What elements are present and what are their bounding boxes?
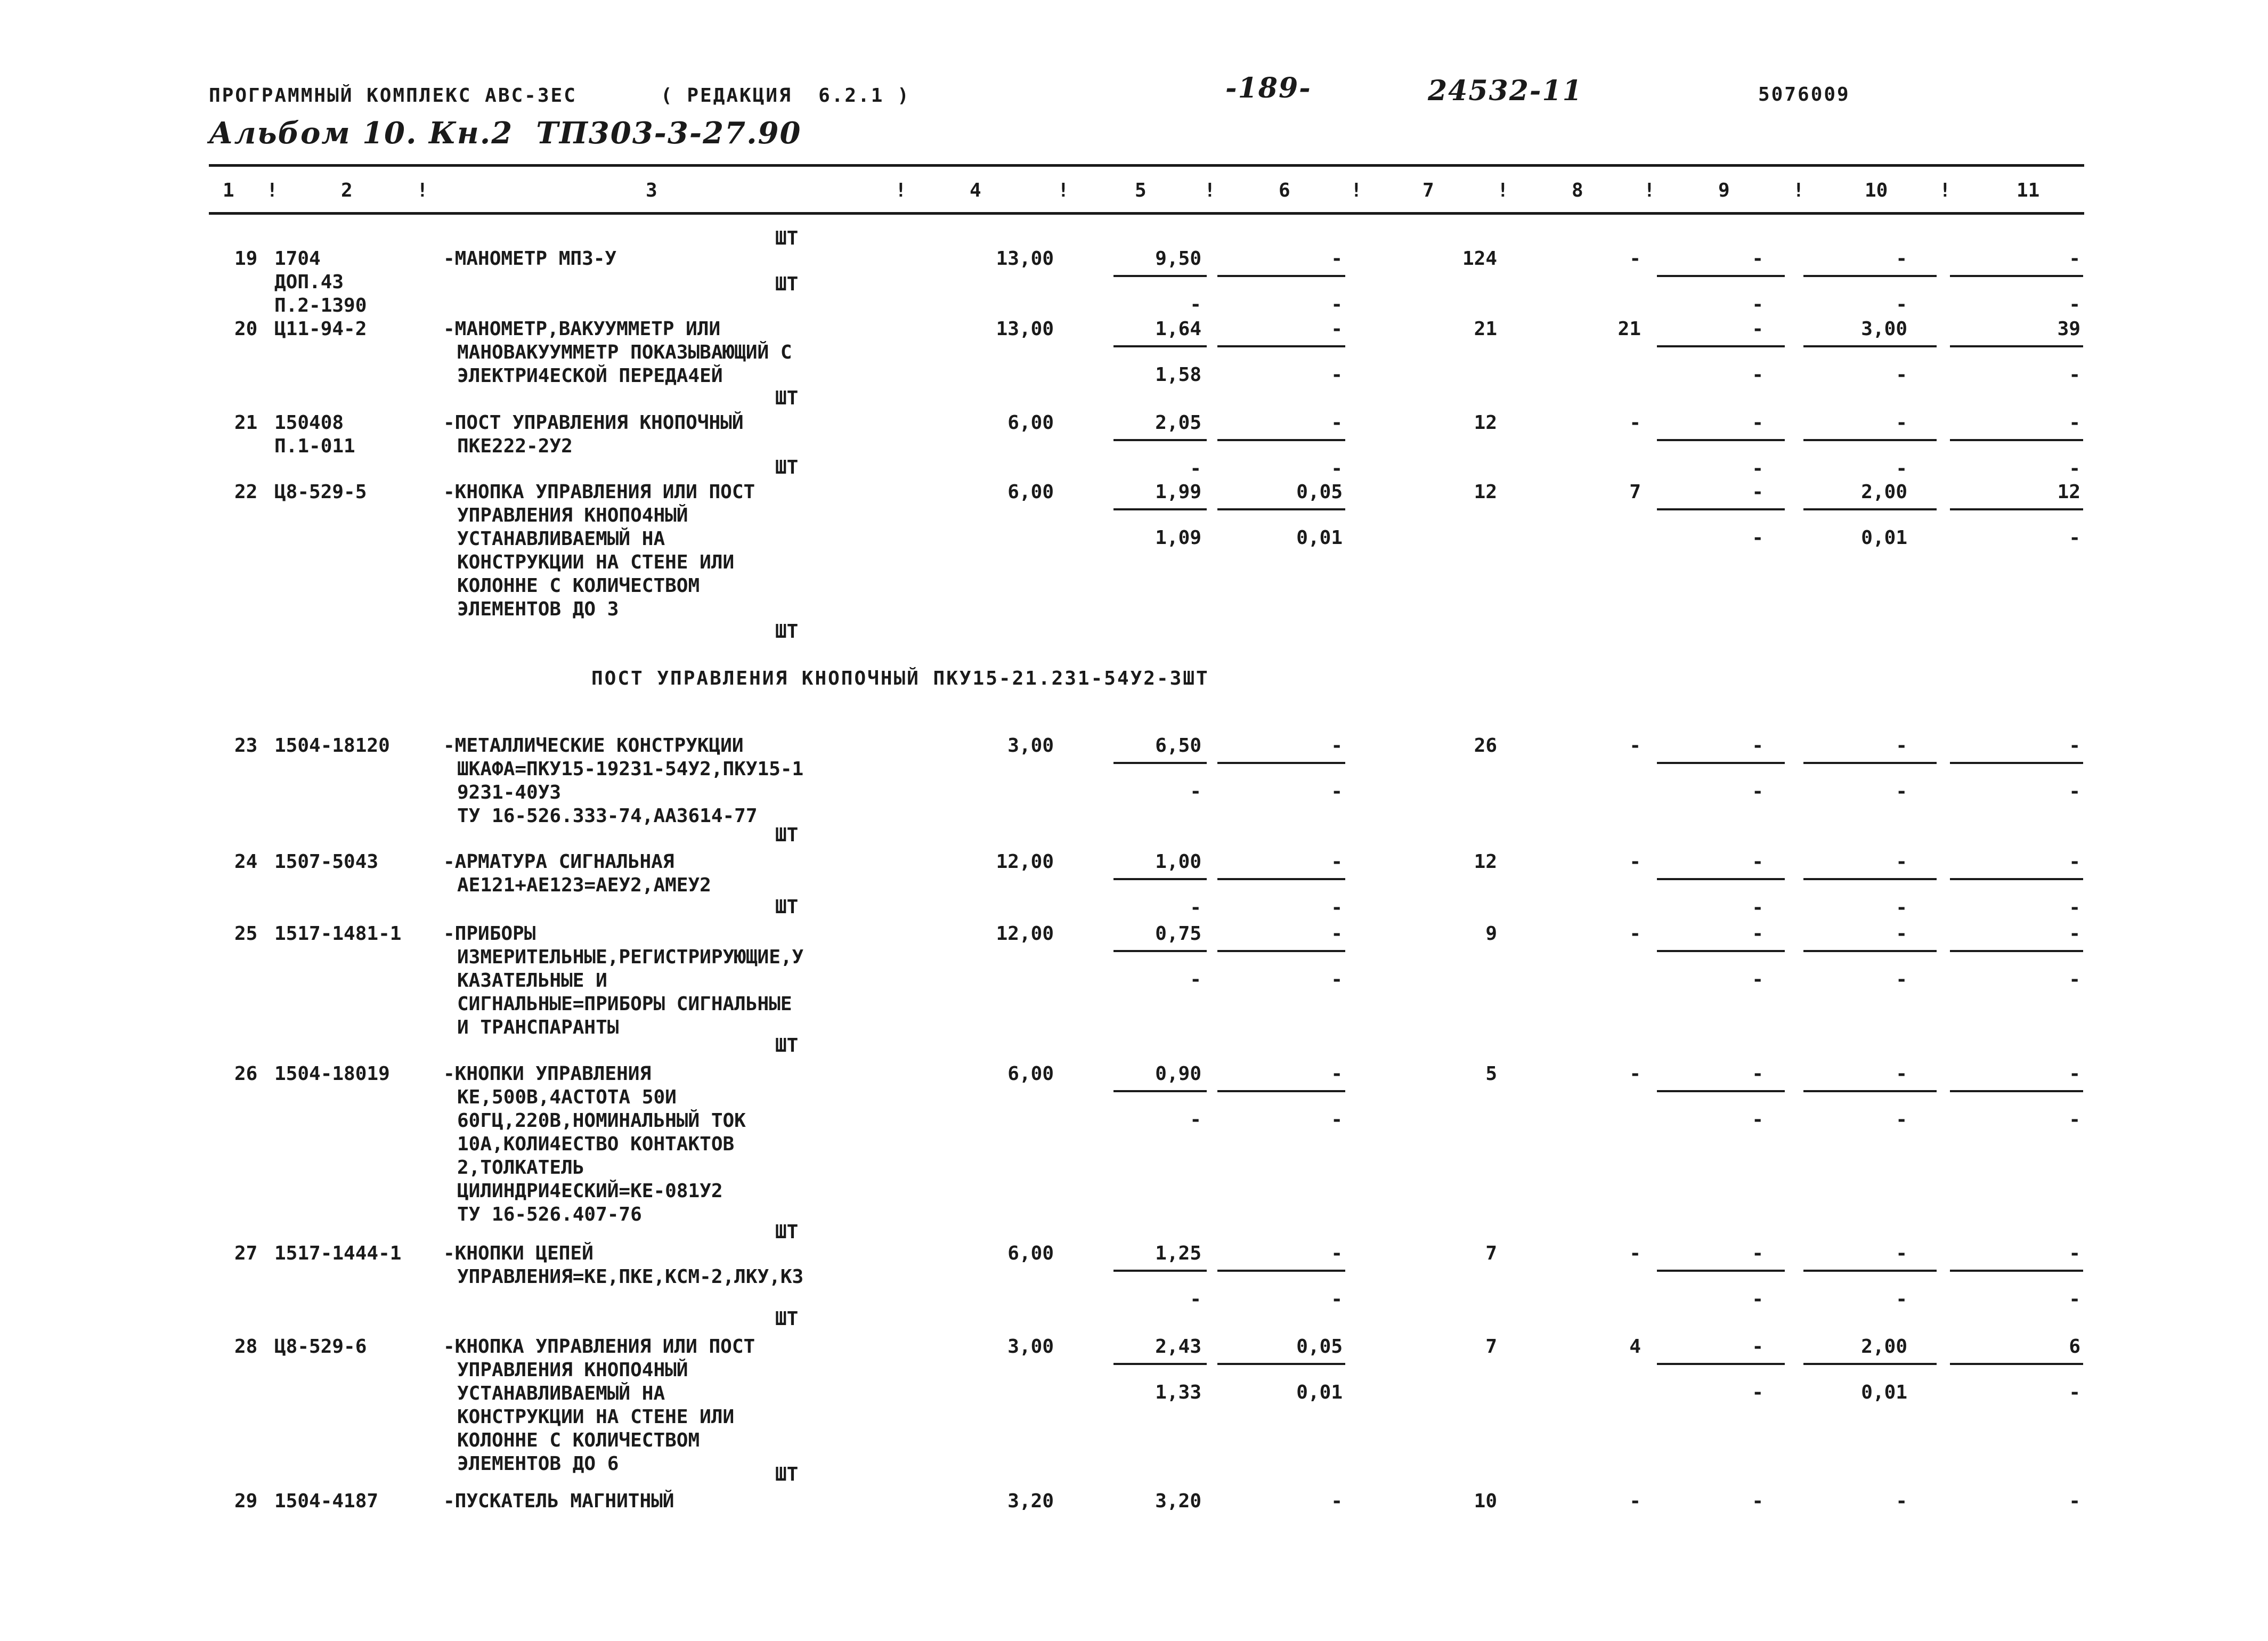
col9-lower: -	[1752, 1109, 1763, 1131]
description-line: -КНОПКИ ЦЕПЕЙ	[443, 1242, 594, 1264]
col7-value: 12	[1474, 412, 1497, 434]
header-bottom-rule	[209, 212, 2084, 215]
col-header-9: 9	[1718, 180, 1730, 201]
description-line: 9231-40У3	[457, 782, 562, 803]
col10-fraction-line	[1803, 439, 1937, 441]
col5-fraction-line	[1113, 1363, 1207, 1365]
col6-fraction-line	[1217, 508, 1345, 510]
description-line: ЭЛЕКТРИ4ЕСКОЙ ПЕРЕДА4ЕЙ	[457, 365, 723, 387]
unit-label: ШТ	[775, 1308, 799, 1330]
col-divider: !	[895, 180, 907, 201]
col10-upper: 3,00	[1861, 318, 1907, 340]
col11-fraction-line	[1950, 439, 2083, 441]
col-header-2: 2	[341, 180, 353, 201]
description-line: КОЛОННЕ С КОЛИЧЕСТВОМ	[457, 1429, 700, 1451]
col-divider: !	[417, 180, 428, 201]
col5-upper: 2,43	[1155, 1336, 1201, 1358]
col11-fraction-line	[1950, 878, 2083, 880]
col8-value: 7	[1629, 481, 1641, 503]
description-line: ЦИЛИНДРИ4ЕСКИЙ=КЕ-081У2	[457, 1180, 723, 1202]
description-line: УСТАНАВЛИВАЕМЫЙ НА	[457, 528, 665, 550]
col10-fraction-line	[1803, 1090, 1937, 1092]
col-header-10: 10	[1865, 180, 1888, 201]
col10-fraction-line	[1803, 1270, 1937, 1272]
resource-code: П.1-011	[274, 435, 355, 457]
section-title: ПОСТ УПРАВЛЕНИЯ КНОПОЧНЫЙ ПКУ15-21.231-54У2-3ШТ	[591, 668, 1209, 689]
col11-upper: -	[2069, 1242, 2080, 1264]
col9-fraction-line	[1657, 1363, 1785, 1365]
col11-fraction-line	[1950, 1363, 2083, 1365]
col6-lower: 0,01	[1296, 527, 1343, 549]
col9-fraction-line	[1657, 508, 1785, 510]
description-line: ЭЛЕМЕНТОВ ДО 3	[457, 598, 619, 620]
col-header-1: 1	[223, 180, 234, 201]
col5-lower: -	[1190, 1288, 1201, 1310]
col6-fraction-line	[1217, 950, 1345, 952]
description-line: АЕ121+АЕ123=АЕУ2,АМЕУ2	[457, 874, 711, 896]
unit-label: ШТ	[775, 387, 799, 409]
col5-upper: 9,50	[1155, 248, 1201, 270]
col5-lower: -	[1190, 1109, 1201, 1131]
col10-upper: 2,00	[1861, 1336, 1907, 1358]
col5-fraction-line	[1113, 878, 1207, 880]
col5-lower: 1,33	[1155, 1382, 1201, 1403]
col5-lower: 1,58	[1155, 364, 1201, 386]
description-line: 2,ТОЛКАТЕЛЬ	[457, 1157, 584, 1179]
col5-upper: 1,00	[1155, 851, 1201, 873]
col10-lower: 0,01	[1861, 527, 1907, 549]
col6-lower: -	[1331, 781, 1343, 802]
unit-label: ШТ	[775, 228, 799, 249]
row-number: 24	[234, 851, 258, 873]
col-header-6: 6	[1279, 180, 1290, 201]
col9-upper: -	[1752, 248, 1763, 270]
col5-lower: -	[1190, 781, 1201, 802]
description-line: -МЕТАЛЛИЧЕСКИЕ КОНСТРУКЦИИ	[443, 735, 744, 757]
col7-value: 9	[1485, 923, 1497, 945]
col6-upper: -	[1331, 923, 1343, 945]
col5-upper: 2,05	[1155, 412, 1201, 434]
col8-value: -	[1629, 735, 1641, 757]
resource-code: Ц11-94-2	[274, 318, 367, 340]
col7-value: 12	[1474, 851, 1497, 873]
unit-label: ШТ	[775, 1221, 799, 1243]
col10-lower: -	[1896, 897, 1907, 919]
resource-code: П.2-1390	[274, 295, 367, 316]
col9-upper: -	[1752, 481, 1763, 503]
description-line: КАЗАТЕЛЬНЫЕ И	[457, 970, 607, 992]
row-number: 28	[234, 1336, 258, 1358]
col11-upper: -	[2069, 735, 2080, 757]
row-number: 19	[234, 248, 258, 270]
page-number: -189-	[1225, 72, 1312, 104]
col10-lower: -	[1896, 781, 1907, 802]
col6-upper: -	[1331, 412, 1343, 434]
col10-fraction-line	[1803, 508, 1937, 510]
col9-lower: -	[1752, 527, 1763, 549]
col5-lower: 1,09	[1155, 527, 1201, 549]
col5-fraction-line	[1113, 1270, 1207, 1272]
col6-upper: 0,05	[1296, 481, 1343, 503]
col-header-7: 7	[1422, 180, 1434, 201]
col5-lower: -	[1190, 458, 1201, 480]
col6-fraction-line	[1217, 1090, 1345, 1092]
col10-lower: -	[1896, 1288, 1907, 1310]
col5-upper: 1,99	[1155, 481, 1201, 503]
document-code: 24532-11	[1428, 75, 1583, 107]
col9-upper: -	[1752, 1242, 1763, 1264]
col6-upper: -	[1331, 248, 1343, 270]
col4-value: 3,00	[1007, 735, 1054, 757]
col11-lower: -	[2069, 781, 2080, 802]
unit-label: ШТ	[775, 273, 799, 295]
col8-value: -	[1629, 851, 1641, 873]
col11-upper: 39	[2057, 318, 2080, 340]
col11-lower: -	[2069, 1109, 2080, 1131]
description-line: -АРМАТУРА СИГНАЛЬНАЯ	[443, 851, 674, 873]
col6-lower: -	[1331, 1109, 1343, 1131]
col8-value: -	[1629, 248, 1641, 270]
col10-lower: -	[1896, 458, 1907, 480]
description-line: УПРАВЛЕНИЯ=КЕ,ПКЕ,КСМ-2,ЛКУ,К3	[457, 1266, 804, 1288]
col-header-4: 4	[970, 180, 981, 201]
col-divider: !	[1497, 180, 1509, 201]
description-line: КОНСТРУКЦИИ НА СТЕНЕ ИЛИ	[457, 551, 735, 573]
col11-lower: -	[2069, 458, 2080, 480]
col11-upper: -	[2069, 412, 2080, 434]
col9-fraction-line	[1657, 439, 1785, 441]
col9-fraction-line	[1657, 1270, 1785, 1272]
description-line: И ТРАНСПАРАНТЫ	[457, 1017, 619, 1038]
col8-value: -	[1629, 1490, 1641, 1512]
col-header-3: 3	[646, 180, 657, 201]
col10-upper: -	[1896, 412, 1907, 434]
col9-fraction-line	[1657, 762, 1785, 764]
col6-upper: -	[1331, 735, 1343, 757]
col5-upper: 3,20	[1155, 1490, 1201, 1512]
col8-value: -	[1629, 1063, 1641, 1085]
col9-upper: -	[1752, 735, 1763, 757]
col6-fraction-line	[1217, 439, 1345, 441]
col11-fraction-line	[1950, 1270, 2083, 1272]
col11-lower: -	[2069, 1288, 2080, 1310]
unit-label: ШТ	[775, 621, 799, 643]
col11-upper: 6	[2069, 1336, 2080, 1358]
col10-lower: -	[1896, 364, 1907, 386]
row-number: 25	[234, 923, 258, 945]
description-line: -ПРИБОРЫ	[443, 923, 536, 945]
col-divider: !	[1204, 180, 1216, 201]
description-line: УПРАВЛЕНИЯ КНОПО4НЫЙ	[457, 505, 688, 526]
col11-fraction-line	[1950, 950, 2083, 952]
col-divider: !	[266, 180, 278, 201]
col9-fraction-line	[1657, 878, 1785, 880]
col7-value: 124	[1462, 248, 1497, 270]
edition-label: ( РЕДАКЦИЯ 6.2.1 )	[661, 85, 911, 107]
description-line: -КНОПКИ УПРАВЛЕНИЯ	[443, 1063, 652, 1085]
col11-upper: -	[2069, 851, 2080, 873]
row-number: 23	[234, 735, 258, 757]
col5-upper: 0,90	[1155, 1063, 1201, 1085]
col9-upper: -	[1752, 318, 1763, 340]
col11-fraction-line	[1950, 508, 2083, 510]
col6-lower: -	[1331, 458, 1343, 480]
col4-value: 13,00	[996, 318, 1054, 340]
col8-value: -	[1629, 923, 1641, 945]
col11-upper: -	[2069, 923, 2080, 945]
col4-value: 13,00	[996, 248, 1054, 270]
col6-upper: -	[1331, 1063, 1343, 1085]
col4-value: 12,00	[996, 851, 1054, 873]
description-line: УСТАНАВЛИВАЕМЫЙ НА	[457, 1383, 665, 1404]
col9-upper: -	[1752, 851, 1763, 873]
resource-code: 1504-18120	[274, 735, 390, 757]
col9-lower: -	[1752, 781, 1763, 802]
col5-fraction-line	[1113, 1090, 1207, 1092]
col11-fraction-line	[1950, 1090, 2083, 1092]
col11-lower: -	[2069, 527, 2080, 549]
resource-code: 1517-1444-1	[274, 1242, 402, 1264]
col6-fraction-line	[1217, 275, 1345, 277]
col9-upper: -	[1752, 412, 1763, 434]
col5-fraction-line	[1113, 950, 1207, 952]
description-line: СИГНАЛЬНЫЕ=ПРИБОРЫ СИГНАЛЬНЫЕ	[457, 993, 792, 1015]
col9-lower: -	[1752, 969, 1763, 990]
col6-lower: -	[1331, 364, 1343, 386]
col-header-5: 5	[1135, 180, 1147, 201]
col10-fraction-line	[1803, 1363, 1937, 1365]
col4-value: 6,00	[1007, 1063, 1054, 1085]
col9-fraction-line	[1657, 1090, 1785, 1092]
col5-upper: 1,25	[1155, 1242, 1201, 1264]
unit-label: ШТ	[775, 824, 799, 846]
col10-upper: -	[1896, 735, 1907, 757]
col11-fraction-line	[1950, 275, 2083, 277]
album-reference: Альбом 10. Кн.2 ТП303-3-27.90	[209, 116, 802, 151]
col10-upper: -	[1896, 851, 1907, 873]
col11-upper: 12	[2057, 481, 2080, 503]
col9-fraction-line	[1657, 950, 1785, 952]
col10-lower: -	[1896, 969, 1907, 990]
col5-fraction-line	[1113, 275, 1207, 277]
description-line: -ПОСТ УПРАВЛЕНИЯ КНОПОЧНЫЙ	[443, 412, 744, 434]
col10-upper: -	[1896, 1063, 1907, 1085]
col10-upper: -	[1896, 923, 1907, 945]
col11-lower: -	[2069, 969, 2080, 990]
col7-value: 21	[1474, 318, 1497, 340]
resource-code: 1504-18019	[274, 1063, 390, 1085]
unit-label: ШТ	[775, 896, 799, 918]
col9-lower: -	[1752, 294, 1763, 315]
col9-lower: -	[1752, 364, 1763, 386]
col9-upper: -	[1752, 923, 1763, 945]
col11-lower: -	[2069, 1382, 2080, 1403]
col4-value: 3,20	[1007, 1490, 1054, 1512]
col6-fraction-line	[1217, 1270, 1345, 1272]
col-divider: !	[1351, 180, 1362, 201]
program-title: ПРОГРАММНЫЙ КОМПЛЕКС АВС-3ЕС	[209, 85, 577, 107]
col8-value: -	[1629, 1242, 1641, 1264]
description-line: -ПУСКАТЕЛЬ МАГНИТНЫЙ	[443, 1490, 674, 1512]
unit-label: ШТ	[775, 457, 799, 478]
col10-upper: 2,00	[1861, 481, 1907, 503]
col4-value: 6,00	[1007, 481, 1054, 503]
description-line: УПРАВЛЕНИЯ КНОПО4НЫЙ	[457, 1359, 688, 1381]
col8-value: 21	[1617, 318, 1641, 340]
description-line: -МАНОМЕТР,ВАКУУММЕТР ИЛИ	[443, 318, 721, 340]
col6-upper: -	[1331, 1242, 1343, 1264]
resource-code: Ц8-529-6	[274, 1336, 367, 1358]
col4-value: 6,00	[1007, 1242, 1054, 1264]
unit-label: ШТ	[775, 1035, 799, 1057]
col10-lower: -	[1896, 294, 1907, 315]
col-divider: !	[1793, 180, 1804, 201]
description-line: ШКАФА=ПКУ15-19231-54У2,ПКУ15-1	[457, 758, 804, 780]
col6-lower: -	[1331, 1288, 1343, 1310]
col10-lower: -	[1896, 1109, 1907, 1131]
col6-upper: -	[1331, 318, 1343, 340]
col9-fraction-line	[1657, 275, 1785, 277]
col5-lower: -	[1190, 969, 1201, 990]
col10-fraction-line	[1803, 950, 1937, 952]
description-line: ЭЛЕМЕНТОВ ДО 6	[457, 1453, 619, 1475]
row-number: 26	[234, 1063, 258, 1085]
col5-lower: -	[1190, 897, 1201, 919]
col5-upper: 0,75	[1155, 923, 1201, 945]
resource-code: 1504-4187	[274, 1490, 379, 1512]
header-top-rule	[209, 164, 2084, 167]
resource-code: Ц8-529-5	[274, 481, 367, 503]
col8-value: -	[1629, 412, 1641, 434]
col4-value: 3,00	[1007, 1336, 1054, 1358]
col7-value: 12	[1474, 481, 1497, 503]
col6-upper: -	[1331, 1490, 1343, 1512]
col5-upper: 6,50	[1155, 735, 1201, 757]
col5-fraction-line	[1113, 508, 1207, 510]
unit-label: ШТ	[775, 1464, 799, 1485]
col6-upper: -	[1331, 851, 1343, 873]
col10-fraction-line	[1803, 345, 1937, 347]
col9-lower: -	[1752, 1382, 1763, 1403]
col11-lower: -	[2069, 897, 2080, 919]
row-number: 22	[234, 481, 258, 503]
col6-lower: -	[1331, 294, 1343, 315]
col11-upper: -	[2069, 1490, 2080, 1512]
col11-fraction-line	[1950, 345, 2083, 347]
col9-lower: -	[1752, 1288, 1763, 1310]
col10-fraction-line	[1803, 762, 1937, 764]
col-divider: !	[1644, 180, 1655, 201]
col9-fraction-line	[1657, 345, 1785, 347]
col10-lower: 0,01	[1861, 1382, 1907, 1403]
col9-lower: -	[1752, 897, 1763, 919]
description-line: ИЗМЕРИТЕЛЬНЫЕ,РЕГИСТРИРУЮЩИЕ,У	[457, 946, 804, 968]
resource-code: 1507-5043	[274, 851, 379, 873]
description-line: ТУ 16-526.333-74,АА3614-77	[457, 805, 758, 827]
description-line: 60ГЦ,220В,НОМИНАЛЬНЫЙ ТОК	[457, 1110, 746, 1132]
col10-fraction-line	[1803, 275, 1937, 277]
col5-upper: 1,64	[1155, 318, 1201, 340]
col10-fraction-line	[1803, 878, 1937, 880]
description-line: КОНСТРУКЦИИ НА СТЕНЕ ИЛИ	[457, 1406, 735, 1428]
col7-value: 5	[1485, 1063, 1497, 1085]
col11-lower: -	[2069, 364, 2080, 386]
row-number: 29	[234, 1490, 258, 1512]
col5-lower: -	[1190, 294, 1201, 315]
col6-lower: -	[1331, 897, 1343, 919]
col6-fraction-line	[1217, 345, 1345, 347]
col-header-8: 8	[1572, 180, 1583, 201]
col9-upper: -	[1752, 1063, 1763, 1085]
col-divider: !	[1058, 180, 1069, 201]
col11-upper: -	[2069, 1063, 2080, 1085]
serial-number: 5076009	[1758, 84, 1850, 105]
col7-value: 10	[1474, 1490, 1497, 1512]
col11-lower: -	[2069, 294, 2080, 315]
col8-value: 4	[1629, 1336, 1641, 1358]
description-line: МАНОВАКУУММЕТР ПОКАЗЫВАЮЩИЙ С	[457, 342, 792, 363]
col10-upper: -	[1896, 1490, 1907, 1512]
description-line: -КНОПКА УПРАВЛЕНИЯ ИЛИ ПОСТ	[443, 1336, 755, 1358]
description-line: 10А,КОЛИ4ЕСТВО КОНТАКТОВ	[457, 1133, 735, 1155]
description-line: КЕ,500В,4АСТОТА 50И	[457, 1086, 677, 1108]
resource-code: 1517-1481-1	[274, 923, 402, 945]
resource-code: 150408	[274, 412, 344, 434]
col6-fraction-line	[1217, 1363, 1345, 1365]
col6-fraction-line	[1217, 762, 1345, 764]
col10-upper: -	[1896, 248, 1907, 270]
col4-value: 6,00	[1007, 412, 1054, 434]
col-header-11: 11	[2017, 180, 2040, 201]
col5-fraction-line	[1113, 345, 1207, 347]
row-number: 20	[234, 318, 258, 340]
col7-value: 7	[1485, 1336, 1497, 1358]
col10-upper: -	[1896, 1242, 1907, 1264]
col7-value: 26	[1474, 735, 1497, 757]
col5-fraction-line	[1113, 762, 1207, 764]
description-line: ТУ 16-526.407-76	[457, 1204, 642, 1225]
resource-code: ДОП.43	[274, 271, 344, 293]
description-line: ПКЕ222-2У2	[457, 435, 573, 457]
col6-lower: 0,01	[1296, 1382, 1343, 1403]
col4-value: 12,00	[996, 923, 1054, 945]
col6-upper: 0,05	[1296, 1336, 1343, 1358]
col9-lower: -	[1752, 458, 1763, 480]
col9-upper: -	[1752, 1490, 1763, 1512]
col6-lower: -	[1331, 969, 1343, 990]
resource-code: 1704	[274, 248, 321, 270]
col7-value: 7	[1485, 1242, 1497, 1264]
col5-fraction-line	[1113, 439, 1207, 441]
row-number: 21	[234, 412, 258, 434]
row-number: 27	[234, 1242, 258, 1264]
description-line: КОЛОННЕ С КОЛИЧЕСТВОМ	[457, 575, 700, 597]
description-line: -МАНОМЕТР МП3-У	[443, 248, 617, 270]
col-divider: !	[1939, 180, 1951, 201]
col11-upper: -	[2069, 248, 2080, 270]
col11-fraction-line	[1950, 762, 2083, 764]
description-line: -КНОПКА УПРАВЛЕНИЯ ИЛИ ПОСТ	[443, 481, 755, 503]
col6-fraction-line	[1217, 878, 1345, 880]
col9-upper: -	[1752, 1336, 1763, 1358]
